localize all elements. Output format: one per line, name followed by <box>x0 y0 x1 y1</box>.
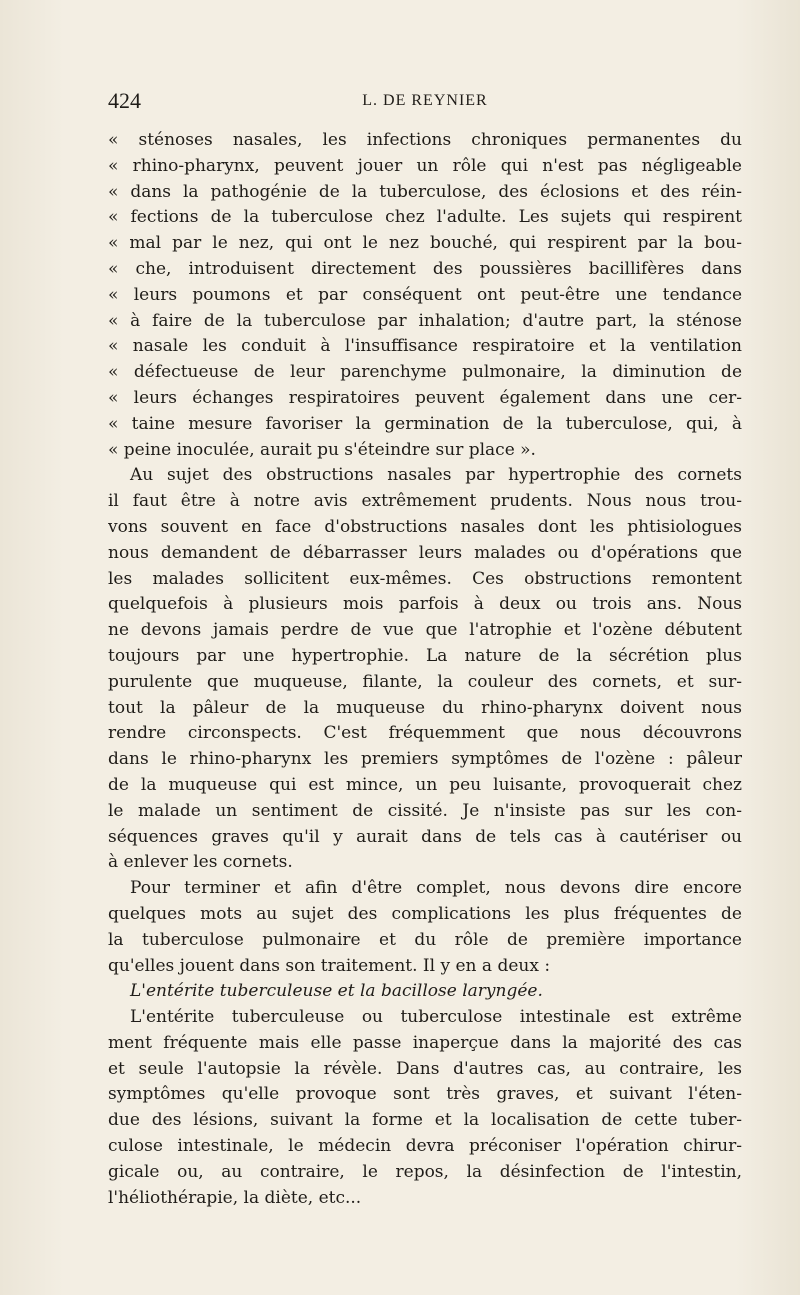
text-line: quelques mots au sujet des complications les plus fréquentes de <box>108 903 742 924</box>
text-line: culose intestinale, le médecin devra préconiser l'opération chirur- <box>108 1136 742 1157</box>
text-line: « sténoses nasales, les infections chroniques permanentes du <box>108 130 742 150</box>
paragraph-start: Au sujet des obstructions nasales par hypertrophie des cornets <box>130 465 742 486</box>
text-line: « mal par le nez, qui ont le nez bouché, qui respirent par la bou- <box>108 233 742 254</box>
paragraph-start: Pour terminer et afin d'être complet, nous devons dire encore <box>130 878 742 899</box>
text-line: symptômes qu'elle provoque sont très graves, et suivant l'éten- <box>108 1084 742 1105</box>
text-line: « leurs échanges respiratoires peuvent également dans une cer- <box>108 387 742 408</box>
text-line: le malade un sentiment de cissité. Je n'insiste pas sur les con- <box>108 800 742 821</box>
page-number: 424 <box>108 88 141 113</box>
text-line: purulente que muqueuse, filante, la couleur des cornets, et sur- <box>108 671 742 692</box>
running-head: L. DE REYNIER <box>362 92 488 109</box>
text-line: quelquefois à plusieurs mois parfois à deux ou trois ans. Nous <box>108 594 742 615</box>
paragraph-start: L'entérite tuberculeuse ou tuberculose intestinale est extrême <box>130 1007 742 1028</box>
text-line: « che, introduisent directement des poussières bacillifères dans <box>108 258 742 279</box>
text-line: qu'elles jouent dans son traitement. Il y en a deux : <box>108 955 551 976</box>
text-line: vons souvent en face d'obstructions nasales dont les phtisiologues <box>108 516 742 537</box>
page-header <box>108 88 742 116</box>
text-line: de la muqueuse qui est mince, un peu luisante, provoquerait chez <box>108 774 742 795</box>
text-line: et seule l'autopsie la révèle. Dans d'autres cas, au contraire, les <box>108 1058 742 1079</box>
text-line: gicale ou, au contraire, le repos, la désinfection de l'intestin, <box>108 1161 742 1182</box>
text-line: « défectueuse de leur parenchyme pulmonaire, la diminution de <box>108 362 742 383</box>
text-line: il faut être à notre avis extrêmement prudents. Nous nous trou- <box>108 491 742 512</box>
text-line: due des lésions, suivant la forme et la localisation de cette tuber- <box>108 1110 742 1131</box>
text-line: toujours par une hypertrophie. La nature de la sécrétion plus <box>108 645 742 666</box>
text-line: « peine inoculée, aurait pu s'éteindre sur place ». <box>108 439 536 460</box>
section-heading: L'entérite tuberculeuse et la bacillose laryngée. <box>130 981 543 1002</box>
body-text <box>108 128 742 1211</box>
text-line: « nasale les conduit à l'insuffisance respiratoire et la ventilation <box>108 336 742 357</box>
text-line: « rhino-pharynx, peuvent jouer un rôle qui n'est pas négligeable <box>108 155 742 176</box>
text-line: ment fréquente mais elle passe inaperçue dans la majorité des cas <box>108 1032 742 1053</box>
text-line: « dans la pathogénie de la tuberculose, des éclosions et des réin- <box>108 181 742 202</box>
text-line: rendre circonspects. C'est fréquemment que nous découvrons <box>108 723 742 744</box>
text-line: séquences graves qu'il y aurait dans de tels cas à cautériser ou <box>108 826 742 847</box>
text-line: nous demandent de débarrasser leurs malades ou d'opérations que <box>108 542 742 563</box>
text-line: à enlever les cornets. <box>108 852 293 873</box>
text-line: dans le rhino-pharynx les premiers symptômes de l'ozène : pâleur <box>108 749 742 770</box>
text-line: tout la pâleur de la muqueuse du rhino-pharynx doivent nous <box>108 697 742 718</box>
text-line: « fections de la tuberculose chez l'adulte. Les sujets qui respirent <box>108 207 742 228</box>
text-line: la tuberculose pulmonaire et du rôle de première importance <box>108 929 742 950</box>
text-line: « taine mesure favoriser la germination de la tuberculose, qui, à <box>108 413 742 434</box>
text-line: « leurs poumons et par conséquent ont peut-être une tendance <box>108 284 742 305</box>
text-line: ne devons jamais perdre de vue que l'atrophie et l'ozène débutent <box>108 620 742 641</box>
text-line: l'héliothérapie, la diète, etc... <box>108 1187 362 1208</box>
text-line: les malades sollicitent eux-mêmes. Ces obstructions remontent <box>108 568 742 589</box>
text-line: « à faire de la tuberculose par inhalation; d'autre part, la sténose <box>108 310 742 331</box>
